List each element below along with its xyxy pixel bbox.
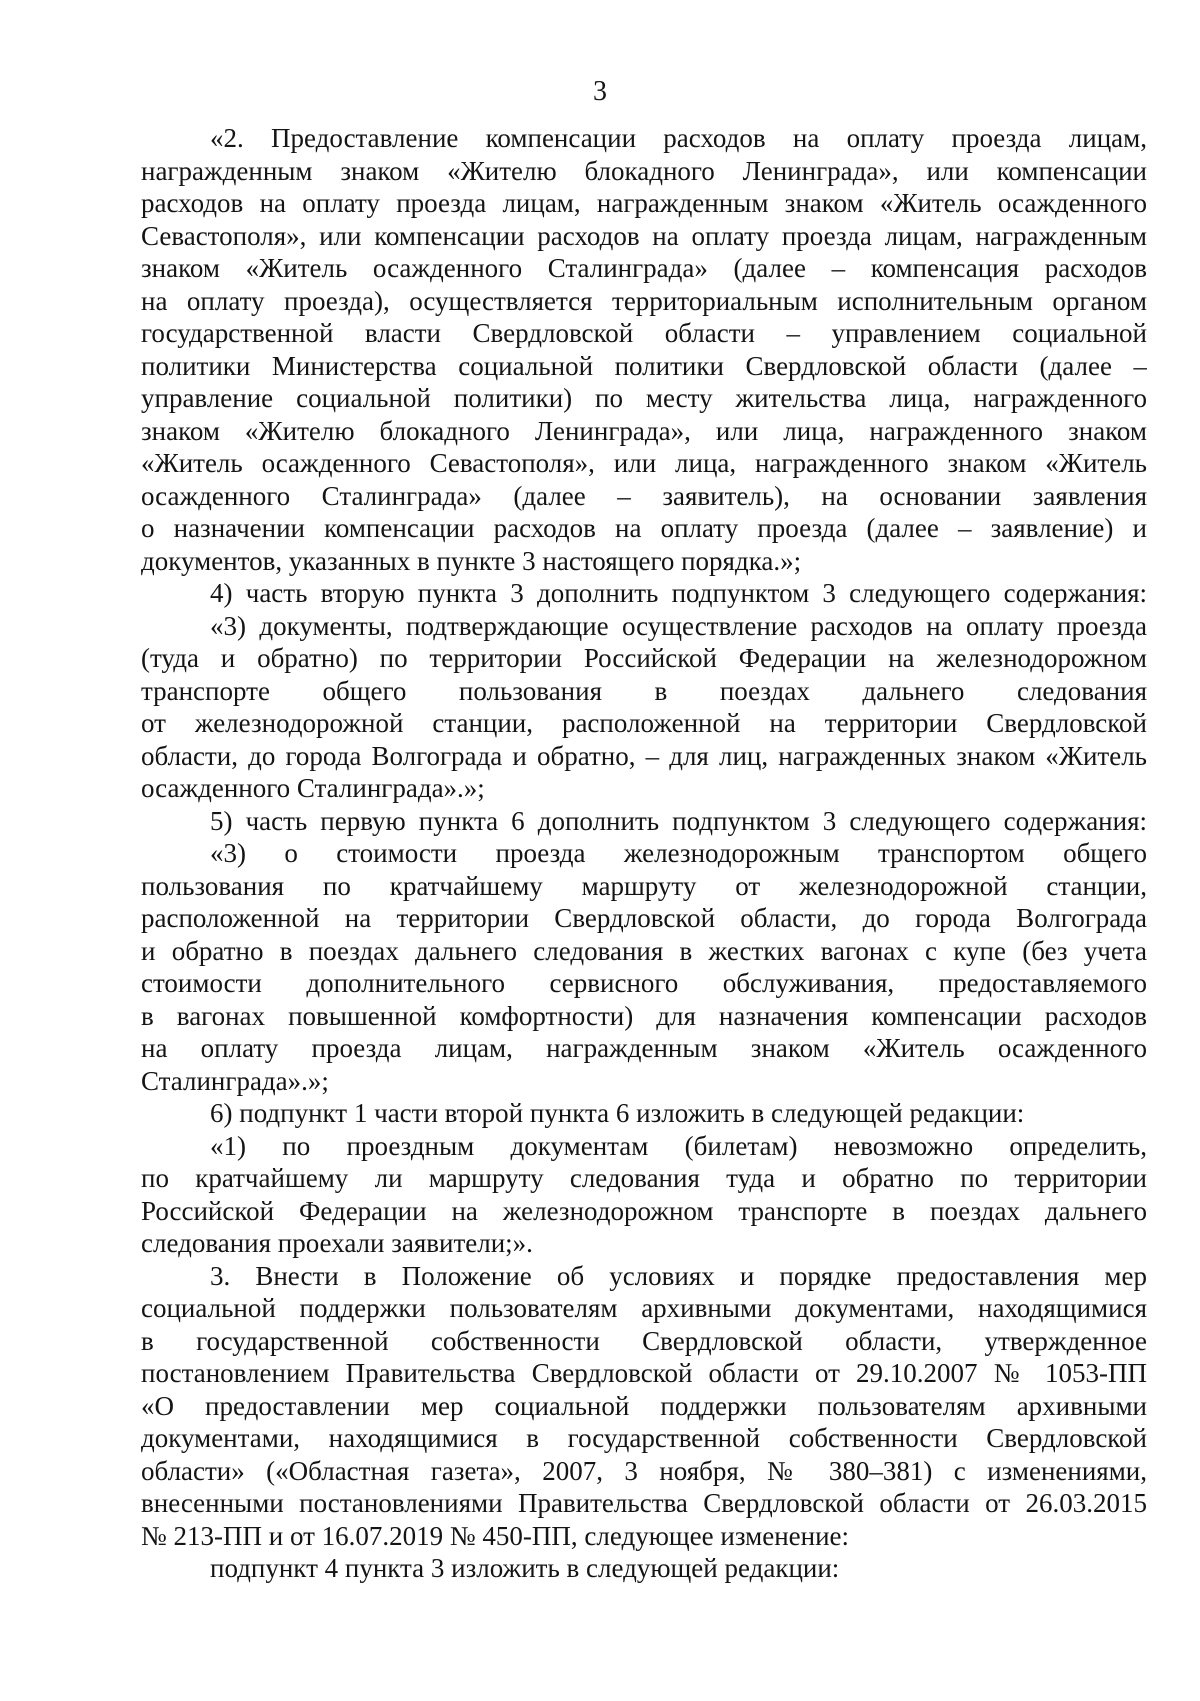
text-line: награжденным знаком «Жителю блокадного Ленинграда», или компенсации: [141, 155, 1147, 186]
document-body: [141, 122, 1147, 1585]
text-line: 5) часть первую пункта 6 дополнить подпунктом 3 следующего содержания:: [210, 805, 1147, 836]
text-line: по кратчайшему ли маршруту следования туда и обратно по территории: [141, 1163, 1147, 1193]
text-line: политики Министерства социальной политики Свердловской области (далее –: [141, 350, 1147, 381]
text-line: 6) подпункт 1 части второй пункта 6 изложить в следующей редакции:: [210, 1098, 1025, 1128]
text-line: следования проехали заявители;».: [141, 1228, 533, 1258]
text-line: расположенной на территории Свердловской области, до города Волгограда: [141, 903, 1147, 933]
text-line: Севастополя», или компенсации расходов на оплату проезда лицам, награжденным: [141, 220, 1147, 251]
text-line: социальной поддержки пользователям архивными документами, находящимися: [141, 1293, 1147, 1323]
text-line: области» («Областная газета», 2007, 3 ноября, № 380–381) с изменениями,: [141, 1455, 1147, 1486]
text-line: расходов на оплату проезда лицам, награжденным знаком «Житель осажденного: [141, 188, 1147, 218]
text-line: на оплату проезда), осуществляется территориальным исполнительным органом: [141, 285, 1147, 316]
text-line: государственной власти Свердловской области – управлением социальной: [141, 318, 1147, 348]
text-line: осажденного Сталинграда».»;: [141, 773, 485, 803]
text-line: о назначении компенсации расходов на оплату проезда (далее – заявление) и: [141, 513, 1147, 543]
text-line: транспорте общего пользования в поездах дальнего следования: [141, 675, 1147, 706]
page-number: 3: [593, 76, 607, 107]
text-line: на оплату проезда лицам, награжденным знаком «Житель осажденного: [141, 1033, 1147, 1063]
text-line: знаком «Житель осажденного Сталинграда» (далее – компенсация расходов: [141, 253, 1147, 283]
text-line: «Житель осажденного Севастополя», или лица, награжденного знаком «Житель: [141, 448, 1147, 478]
text-line: осажденного Сталинграда» (далее – заявитель), на основании заявления: [141, 480, 1147, 511]
text-line: 3. Внести в Положение об условиях и порядке предоставления мер: [210, 1260, 1147, 1291]
text-line: 4) часть вторую пункта 3 дополнить подпунктом 3 следующего содержания:: [210, 578, 1147, 608]
text-line: (туда и обратно) по территории Российской Федерации на железнодорожном: [141, 643, 1147, 673]
text-line: постановлением Правительства Свердловской области от 29.10.2007 № 1053-ПП: [141, 1358, 1147, 1388]
text-line: стоимости дополнительного сервисного обслуживания, предоставляемого: [141, 968, 1147, 998]
text-line: Сталинграда».»;: [141, 1065, 329, 1096]
text-line: от железнодорожной станции, расположенной на территории Свердловской: [141, 708, 1147, 738]
text-line: документов, указанных в пункте 3 настоящего порядка.»;: [141, 545, 802, 576]
text-line: подпункт 4 пункта 3 изложить в следующей редакции:: [210, 1553, 840, 1583]
text-line: № 213-ПП и от 16.07.2019 № 450-ПП, следующее изменение:: [141, 1520, 850, 1551]
text-line: знаком «Жителю блокадного Ленинграда», или лица, награжденного знаком: [141, 415, 1147, 446]
text-line: и обратно в поездах дальнего следования в жестких вагонах с купе (без учета: [141, 935, 1147, 966]
text-line: Российской Федерации на железнодорожном транспорте в поездах дальнего: [141, 1195, 1147, 1226]
text-line: документами, находящимися в государственной собственности Свердловской: [141, 1423, 1147, 1453]
text-line: в государственной собственности Свердловской области, утвержденное: [141, 1325, 1147, 1356]
text-line: внесенными постановлениями Правительства Свердловской области от 26.03.2015: [141, 1488, 1147, 1518]
text-line: области, до города Волгограда и обратно, – для лиц, награжденных знаком «Житель: [141, 740, 1147, 771]
text-line: в вагонах повышенной комфортности) для назначения компенсации расходов: [141, 1000, 1147, 1031]
text-line: пользования по кратчайшему маршруту от железнодорожной станции,: [141, 870, 1147, 901]
text-line: «1) по проездным документам (билетам) невозможно определить,: [210, 1130, 1147, 1161]
text-line: «3) о стоимости проезда железнодорожным транспортом общего: [210, 838, 1147, 868]
text-line: «О предоставлении мер социальной поддержки пользователям архивными: [141, 1390, 1147, 1421]
text-line: «3) документы, подтверждающие осуществление расходов на оплату проезда: [210, 610, 1147, 641]
text-line: управление социальной политики) по месту жительства лица, награжденного: [141, 383, 1147, 413]
text-line: «2. Предоставление компенсации расходов на оплату проезда лицам,: [210, 123, 1147, 153]
